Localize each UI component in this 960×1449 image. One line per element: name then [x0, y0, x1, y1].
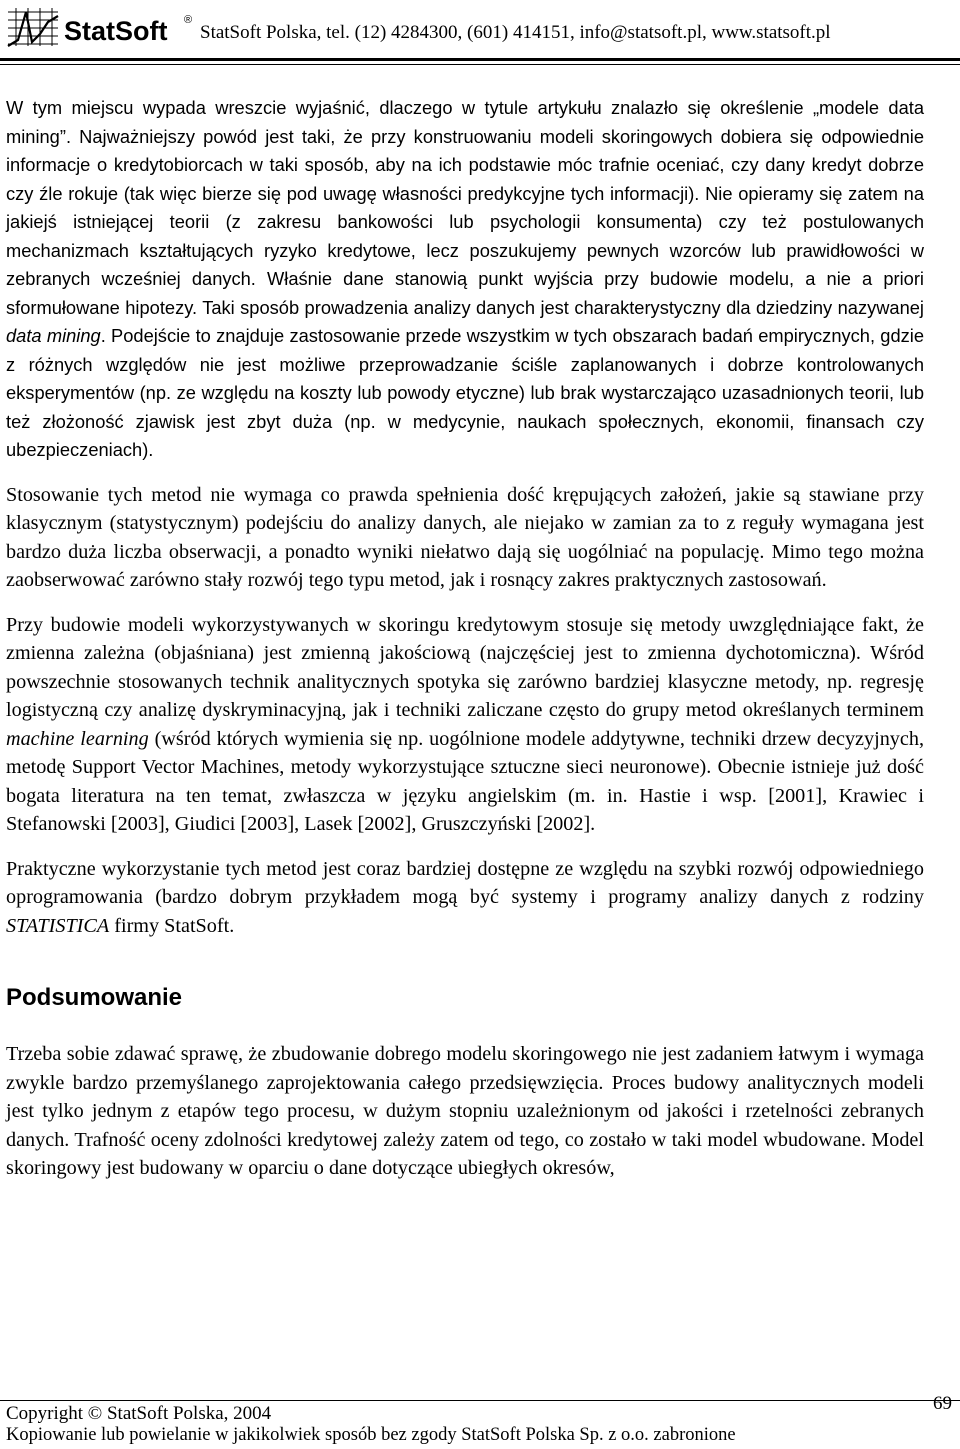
text-run: Przy budowie modeli wykorzystywanych w skoringu kredytowym stosuje się metody uwzględniające fakt, że zmienna zależna (objaśniana) jest zmienną jakościową (najczęściej jest to zmienna dychotomiczna). Wśród powszechnie stosowanych technik analitycznych spotyka się zarówno bardziej klasyczne metody, np. regresję logistyczną czy analizę dyskryminacyjną, jak i techniki zaliczane często do grupy metod określanych terminem [6, 613, 924, 721]
section-heading: Podsumowanie [6, 984, 183, 1011]
registered-mark: ® [184, 14, 193, 26]
text-run: W tym miejscu wypada wreszcie wyjaśnić, dlaczego w tytule artykułu znalazło się określenie „modele data mining”. Najważniejszy powód jest taki, że przy konstruowaniu modeli skoringowych dobiera się odpowiednie informacje o kredytobiorcach w taki sposób, aby na ich podstawie móc trafnie oceniać, czy dany kredyt dobrze czy źle rokuje (tak więc bierze się pod uwagę własności predykcyjne tych informacji). Nie opieramy się zatem na jakiejś istniejącej teorii (z zakresu bankowości lub psychologii konsumenta) czy też postulowanych mechanizmach kształtujących ryzyko kredytowe, lecz poszukujemy pewnych wzorców lub prawidłowości w zebranych wcześniej danych. Właśnie dane stanowią punkt wyjścia przy budowie modelu, a nie a priori sformułowane hipotezy. Taki sposób prowadzenia analizy danych jest charakterystyczny dla dziedziny nazywanej [6, 97, 924, 318]
italic-term: STATISTICA [6, 914, 110, 937]
text-run: Praktyczne wykorzystanie tych metod jest coraz bardziej dostępne ze względu na szybki rozwój odpowiedniego oprogramowania (bardzo dobrym przykładem mogą być systemy i programy analizy danych z rodziny [6, 857, 924, 908]
page-number: 69 [933, 1393, 952, 1414]
text-run: Trzeba sobie zdawać sprawę, że zbudowanie dobrego modelu skoringowego nie jest zadaniem łatwym i wymaga zwykle bardzo przemyślanego zaprojektowania całego przedsięwzięcia. Proces budowy analitycznych modeli jest tylko jednym z etapów tego procesu, w dużym stopniu uzależnionym od jakości i rzetelności zebranych danych. Trafność oceny zdolności kredytowej zależy zatem od tego, co zostało w taki model wbudowane. Model skoringowy jest budowany w oparciu o dane dotyczące ubiegłych okresów, [6, 1043, 924, 1179]
article-body [6, 94, 924, 1199]
footer-notice: Kopiowanie lub powielanie w jakikolwiek sposób bez zgody StatSoft Polska Sp. z o.o. zabronione [6, 1425, 736, 1445]
header-contact-line: StatSoft Polska, tel. (12) 4284300, (601) 414151, info@statsoft.pl, www.statsoft.pl [200, 22, 831, 43]
text-run: . Podejście to znajduje zastosowanie przede wszystkim w tych obszarach badań empirycznych, gdzie z różnych względów nie jest możliwe przeprowadzanie ściśle zaplanowanych i dobrze kontrolowanych eksperymentów (np. ze względu na koszty lub powody etyczne) lub brak wystarczająco uzasadnionych teorii, lub też złożoność zjawisk jest zbyt duża (np. w medycynie, naukach społecznych, ekonomii, finansach czy ubezpieczeniach). [6, 325, 924, 460]
header-divider-thin [0, 64, 960, 65]
header-divider-thick [0, 58, 960, 61]
text-run: Stosowanie tych metod nie wymaga co prawda spełnienia dość krępujących założeń, jakie są stawiane przy klasycznym (statystycznym) podejściu do analizy danych, ale niejako w zamian za to z reguły wymagana jest bardzo duża liczba obserwacji, a ponadto wyniki niełatwo dają się uogólniać na populację. Mimo tego można zaobserwować zarówno stały rozwój tego typu metod, jak i rosnący zakres praktycznych zastosowań. [6, 483, 924, 591]
body-paragraph [6, 855, 924, 941]
body-paragraph [6, 481, 924, 595]
page-header [0, 0, 960, 66]
body-paragraph [6, 1040, 924, 1183]
footer-copyright: Copyright © StatSoft Polska, 2004 [6, 1403, 272, 1424]
italic-term: machine learning [6, 727, 149, 750]
italic-term: data mining [6, 325, 101, 346]
text-run: (wśród których wymienia się np. uogólnione modele addytywne, techniki drzew decyzyjnych, metodę Support Vector Machines, metody wykorzystujące sztuczne sieci neuronowe). Obecnie istnieje już dość bogata literatura na ten temat, zwłaszcza w języku angielskim (m. in. Hastie i wsp. [2001], Krawiec i Stefanowski [2003], Giudici [2003], Lasek [2002], Gruszczyński [2002]. [6, 727, 924, 835]
footer-divider [0, 1400, 960, 1401]
body-paragraph [6, 94, 924, 465]
text-run: firmy StatSoft. [109, 914, 235, 937]
body-paragraph [6, 611, 924, 839]
statsoft-chart-logo-icon [6, 4, 60, 48]
logo-wordmark: StatSoft [64, 16, 168, 46]
